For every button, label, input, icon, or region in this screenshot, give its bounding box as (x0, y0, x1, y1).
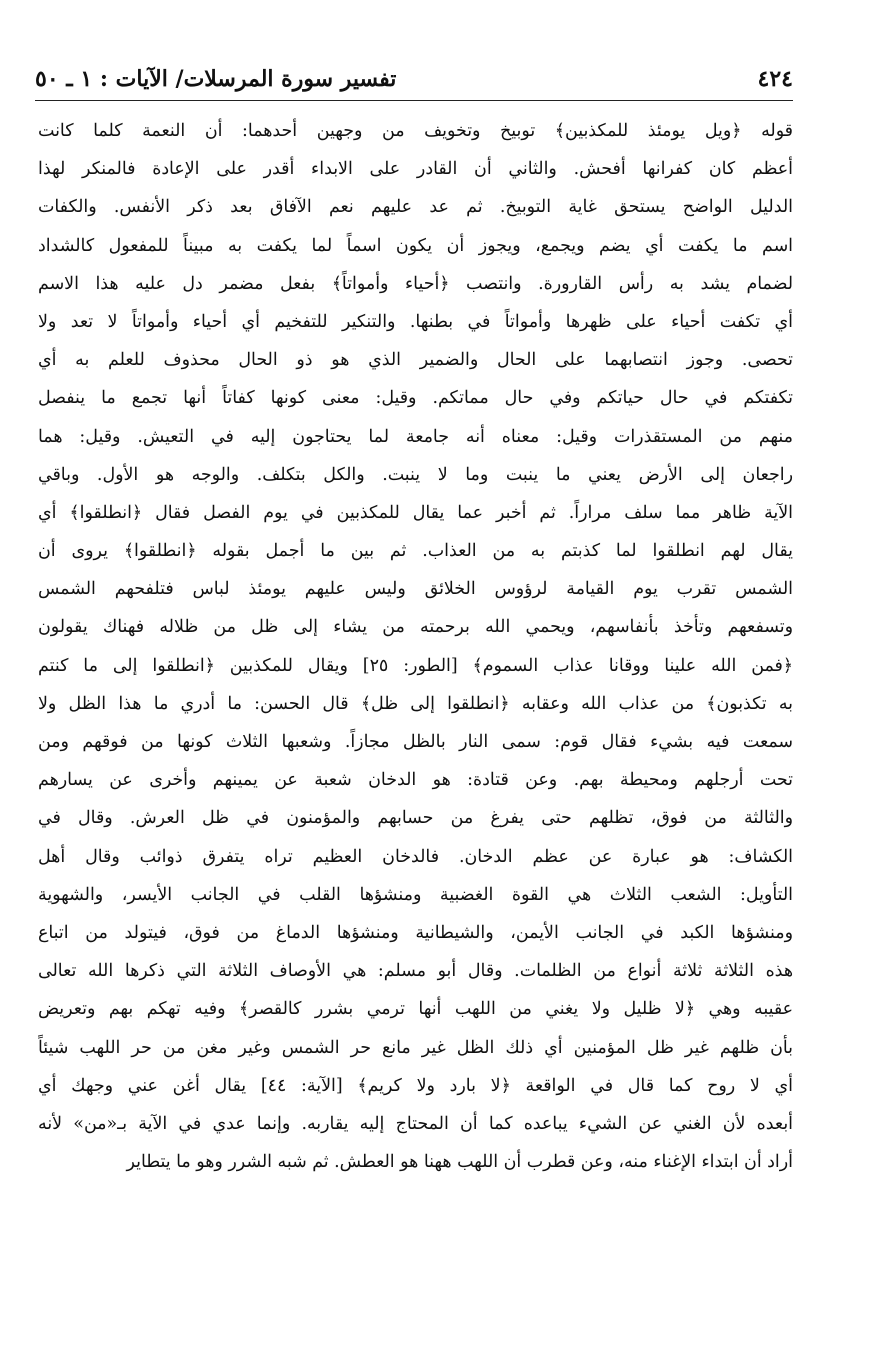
text-line: تكفتكم في حال حياتكم وفي حال مماتكم. وقيل: معنى كونها كفاتاً أنها تجمع ما ينفصل (38, 388, 793, 409)
text-line: راجعان إلى الأرض يعني ما ينبت وما لا ينبت. والكل بتكلف. والوجه هو الأول. وباقي (38, 464, 793, 485)
running-title: تفسير سورة المرسلات/ الآيات : ١ ـ ٥٠ (35, 66, 397, 92)
text-line: تحت أرجلهم ومحيطة بهم. وعن قتادة: هو الدخان شعبة عن يمينهم وأخرى عن يسارهم (38, 770, 793, 791)
text-line: يقال لهم انطلقوا لما كذبتم به من العذاب. ثم بين ما أجمل بقوله ﴿انطلقوا﴾ يروى أن (38, 541, 793, 562)
body-text (38, 112, 793, 1181)
text-line: قوله ﴿ويل يومئذ للمكذبين﴾ توبيخ وتخويف من وجهين أحدهما: أن النعمة كلما كانت (38, 121, 793, 141)
text-line: به تكذبون﴾ من عذاب الله وعقابه ﴿انطلقوا إلى ظل﴾ قال الحسن: ما أدري ما هذا الظل ولا (38, 693, 793, 714)
text-line: سمعت فيه بشيء فقال قوم: سمى النار بالظل مجازاً. وشعبها الثلاث كونها من فوقهم ومن (38, 732, 793, 752)
text-line: الكشاف: هو عبارة عن عظم الدخان. فالدخان العظيم تراه يتفرق ذوائب وقال أهل (38, 846, 793, 867)
text-line: ومنشؤها الكبد في الجانب الأيمن، والشيطانية ومنشؤها الدماغ من فوق، فيتولد من اتباع (38, 922, 793, 943)
text-line: هذه الثلاثة ثلاثة أنواع من الظلمات. وقال أبو مسلم: هي الأوصاف الثلاثة التي ذكرها الله تعالى (38, 961, 793, 982)
text-line: والثالثة من فوق، تظلهم حتى يفرغ من حسابهم والمؤمنون في ظل العرش. وقال في (38, 808, 793, 829)
text-line: أبعده لأن الغني عن الشيء يباعده كما أن المحتاج إليه يقاربه. وإنما عدي في الآية بـ«من» لأنه (38, 1113, 793, 1134)
text-line: اسم ما يكفت أي يضم ويجمع، ويجوز أن يكون اسماً لما يكفت به مبيناً للمفعول كالشداد (38, 235, 793, 256)
text-line: وتسفعهم وتأخذ بأنفاسهم، ويحمي الله برحمته من يشاء إلى ظل من ظلاله فهناك يقولون (38, 617, 793, 638)
text-line: ﴿فمن الله علينا ووقانا عذاب السموم﴾ [الطور: ٢٥] ويقال للمكذبين ﴿انطلقوا إلى ما كنتم (38, 655, 793, 676)
text-line: أي لا روح كما قال في الواقعة ﴿لا بارد ولا كريم﴾ [الآية: ٤٤] يقال أغن عني وجهك أي (38, 1075, 793, 1096)
text-line: منهم من المستقذرات وقيل: معناه أنه جامعة لما يحتاجون إليه في التعيش. وقيل: هما (38, 426, 793, 447)
text-line: التأويل: الشعب الثلاث هي القوة الغضبية ومنشؤها القلب في الجانب الأيسر، والشهوية (38, 884, 793, 905)
text-line: لضمام يشد به رأس القارورة. وانتصب ﴿أحياء وأمواتاً﴾ بفعل مضمر دل عليه هذا الاسم (38, 273, 793, 294)
text-line: أي تكفت أحياء على ظهرها وأمواتاً في بطنها. والتنكير للتفخيم أي أحياء وأمواتاً لا تعد ولا (38, 311, 793, 332)
text-line: أعظم كان كفرانها أفحش. والثاني أن القادر على الابداء أقدر على الإعادة فالمنكر لهذا (38, 159, 793, 180)
page-number: ٤٢٤ (757, 66, 793, 92)
text-line: بأن ظلهم غير ظل المؤمنين أي ذلك الظل غير مانع حر الشمس وغير مغن من حر اللهب شيئاً (38, 1037, 793, 1058)
text-line: الشمس تقرب يوم القيامة لرؤوس الخلائق وليس عليهم يومئذ لباس فتلفحهم الشمس (38, 579, 793, 600)
text-line: عقيبه وهي ﴿لا ظليل ولا يغني من اللهب أنها ترمي بشرر كالقصر﴾ وفيه تهكم بهم وتعريض (38, 999, 793, 1020)
text-line: أراد أن ابتداء الإغناء منه، وعن قطرب أن اللهب ههنا هو العطش. ثم شبه الشرر وهو ما يتطاير (126, 1152, 793, 1173)
text-line: الدليل الواضح يستحق غاية التوبيخ. ثم عد عليهم نعم الآفاق بعد ذكر الأنفس. والكفات (38, 197, 793, 218)
page-header (35, 58, 793, 101)
text-line: تحصى. وجوز انتصابهما على الحال والضمير الذي هو ذو الحال محذوف للعلم به أي (38, 350, 793, 371)
text-line: الآية ظاهر مما سلف مراراً. ثم أخبر عما يقال للمكذبين في يوم الفصل فقال ﴿انطلقوا﴾ أي (38, 502, 793, 523)
